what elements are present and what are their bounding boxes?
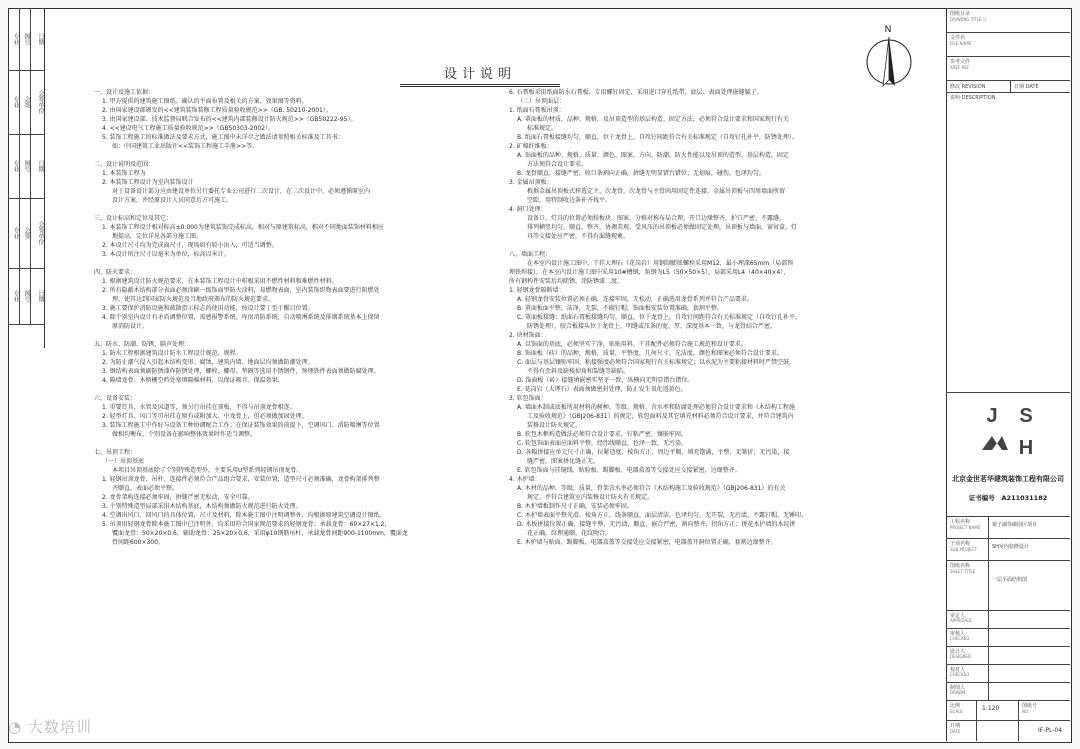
stamp-cell: 会签单位 [37,221,44,245]
spec-line: 1. 重要灯具、水管及风道等，须另行吊挂在顶板，不得与吊顶龙骨相连。 [102,404,296,411]
watermark-icon: ◔ [8,718,23,736]
spec-line: 做相均衡布，个别设备在影响整体效果时作适当调整。 [112,431,257,438]
spec-line: B. 罩面板面平整，洁净，无裂，不碳钉帽，饰面板安装位置准确，套割平整。 [517,305,723,312]
stamp-cell: 专业 [8,198,20,268]
review-en: DESIGNED [950,654,972,659]
revision-label: 修改 REVISION [950,84,986,90]
spec-line: 二、设计说明及范围： [94,161,155,168]
spec-line: 3. 由国家建设部、技术监督局联合发布的<<建筑内部装修设计防火规范>>（GB50222-95）。 [102,116,357,123]
spec-line: A. 轻钢龙骨安装位置必须正确，连接牢固，无松动，正确选用龙骨系列并符合产品要求。 [517,296,753,303]
watermark-logo [8,716,92,737]
spec-column-right [509,88,864,547]
spec-line: D. 各幅拼接应单元尺寸正确，拉紧适度，棱角方正，周边平顺，填充饱满，平整，无皱折，无污染，接 [517,449,790,456]
stamp-row [8,134,44,199]
spec-line: 2. 为防止潮气侵入引起木结构变形、腐蚀，建筑内墙、地面层均须做防潮处理。 [102,359,314,366]
scale-label: 比例 [950,703,961,709]
spec-line: （二）吊顶面层： [517,98,566,105]
spec-line: 在本室内设计施工图中，干挂大理石（花岗岩）用钢制膨胀螺栓采用M12，最小埋深65mm（局部预 [527,260,794,267]
spec-line: 装修设计防火规定。 [527,422,582,429]
review-en: APPROVED [950,618,972,623]
spec-line: 2. 块材饰面： [509,332,547,339]
spec-line: 设备口、灯具的位置必须按板块、图案、分格对称布局合理，开口边缘整齐，护口严密，不露缝， [527,215,786,222]
drawing-title-label: 图纸目录 [950,11,971,17]
stamp-row [8,198,44,269]
spec-line: 4. 空调出风口，回风口的具体位置，尺寸及材料，除本施工图中注明调整外，均根据原建筑空调设计图纸。 [102,512,386,519]
review-row [946,682,1070,701]
stamp-row [8,8,44,71]
svg-text:J: J [986,405,998,427]
file-name-en: FILE NAME [950,41,972,46]
sheet-title-row [946,560,1070,611]
spec-line: 地提高，定位详见各部分施工图。 [112,233,203,240]
page-title: 设计说明 [400,63,560,87]
review-row [946,664,1070,683]
spec-line: 3. 钢结构表面须刷防锈漆作防锈处理，螺栓、螺母、垫圈等选用不锈钢件，预埋铁件表面须做防腐处理。 [102,368,380,375]
spec-line: 八、墙面工程： [509,251,552,258]
spec-line: 4. 隔墙龙骨、木格栅空档处塞填隔棉材料，以保证吸音、保温效果。 [102,377,284,384]
spec-line: 所有钢构件安装后均除锈，涂防锈漆二度。 [509,278,624,285]
spec-line: 2. 龙骨架构连接必须牢固，拼缝严密无松动，安全可靠。 [102,494,254,501]
sheet-title-value: 一层平面结构图 [992,577,1028,583]
spec-line: 骨间距600×300。 [112,539,164,546]
spec-line: 具等交接处应严密，不得有漏缝现象。 [527,233,630,240]
stamp-cell: 日期 [37,160,44,172]
spec-line: B. 木护墙板制作尺寸正确，安装必须牢固。 [517,503,633,510]
spec-line: 1. 轻钢吊顶龙骨，吊杆、连接件必须符合产品组合要求，安装位置，造型尺寸必须准确，龙骨构架排列整 [102,476,380,483]
drawing-title-en: DRAWING TITLE 号 [950,17,987,22]
watermark-text: 大数培训 [27,718,92,736]
sheet-no-en: NO. [1022,709,1030,714]
spec-line: 2. 本设计尺寸均为完成面尺寸，现场如有较小出入，可适当调整。 [102,242,278,249]
svg-text:S: S [1019,405,1033,427]
spec-line: A. 罩面板的材质、品种、规格、及吊顶造型的基层构造、固定方法，必须符合设计要求和国家现行有关 [517,116,789,123]
spec-line: 四、防火要求： [94,269,137,276]
sheet-title-en: SHEET TITLE [950,569,976,574]
project-value: 栗子湖等碳园区项目 [992,522,1038,528]
reference-en: XREF REF [950,65,970,70]
stamp-cell: 会签 [19,70,31,134]
stamp-cell: 专业 [8,268,20,324]
spec-line: C. 软包饰面表面应面料平整，经纬线顺直，色泽一致，无污染。 [517,440,688,447]
spec-line: 六、设备安装： [94,395,137,402]
spec-line: A. 以饰面的基底，必须坚实干净，贴贴用料，干挂配件必须符合施工规范和设计要求。 [517,341,747,348]
spec-line: A. 饰面板的品种、规格、质量、颜色、图案、方向、防潮、防火性能以及吊顶的造型、基层构造，固定 [517,152,789,159]
spec-line: 3. 本设计所注尺寸以毫米为单位，标高以米计。 [102,251,230,258]
spec-line: 不得有歪斜及缺棱掉角和裂缝等缺陷。 [527,368,630,375]
spec-line: E. 花岗岩（大理石）表面须做密封处理，防止发生氧化返黄色。 [517,386,687,393]
stamp-cell: 日期 [37,33,44,45]
spec-line: A. 墙面木制或底板所用材料的树种、等级、规格、含水率和防腐处理必须符合设计要求和《木结构工程施 [517,404,795,411]
review-label: 审定人 [950,613,966,619]
spec-line: B. 龙骨顺直，接缝严密，收口条割向正确，拼缝无明显错台错位；无划痕，碰伤，色泽均匀。 [517,170,765,177]
review-label: 设计人 [950,649,966,655]
drawing-title-row [946,8,1070,33]
title-block [946,8,1070,741]
review-label: 制图人 [950,685,966,691]
review-row [946,628,1070,647]
north-label: N [884,24,892,34]
spec-line: 3. 金属吊顶板： [509,179,553,186]
review-row [946,610,1070,629]
spec-line: 5. 装饰工程施工的标准做法及要求方式，施工图中未详尽之做法请参照相关标准及工具书： [102,134,344,141]
spec-line: A. 木材的品种，等级，质量，骨架含水率必须符合《木结构施工及验收规范》（GBJ206-831）的有关 [517,485,786,492]
spec-line: 4. 木护墙： [509,476,541,483]
subproject-value: SH室内装修设计 [992,544,1029,550]
spec-line: 1. 轻钢龙骨隔断墙： [509,287,565,294]
spec-line: 1. 根据建筑设计防火规范要求，在本装饰工程设计中积极采用不燃性材料和难燃性材料。 [102,278,338,285]
spec-line: 设计方案，并经原设计人员同意后方可施工。 [112,197,233,204]
spec-line: 标准规定。 [527,125,558,132]
spec-line: C. 面层与基层镶贴牢固，粘接强度必须符合国家现行有关标准规定；以水泥为主要粘接材料时严禁空鼓， [517,359,796,366]
spec-line: 1. 防水工程根据建筑设计防水工程设计规范、规程。 [102,350,242,357]
spec-line: E. 木护墙与贴面、踢脚板、电器盒盖等交接处应交接紧密，电器盖开洞位置正确，套割边缘整齐。 [517,539,777,546]
date2-en: DATE [950,729,961,734]
spec-line: 3. 装饰工程施工中作好与设备工种协调配合工作；在保证装饰效果的前提下，空调风口、消防喷淋等位置 [102,422,380,429]
spec-line: B. 软包木框构造做法必须符合设计要求，钉粘严密，镶嵌牢固。 [517,431,687,438]
subproject-en: SUB PROJECT [950,547,977,552]
file-name-row [946,32,1070,57]
spec-line: 空隙，用特制收边条补齐找平。 [527,197,612,204]
spec-line: 2. 本装饰工程设计为室内装饰设计 [102,179,194,186]
spec-line: 覆面龙骨：50×20×0.6，辅助龙骨：25×20×0.6，采用φ10钢筋吊杆，承载龙骨间距900-1100mm，覆面龙 [112,530,408,537]
spec-line: 3. 个别特殊造型局部采用木结构基底，木结构须做防火规范进行防火处理。 [102,503,302,510]
project-row [946,516,1070,539]
spec-line: 七、吊顶工程： [94,449,137,456]
spec-line: 如：中国建筑工业出版社<<装饰工程施工手册>>等。 [112,143,259,150]
project-en: PROJECT NAME [950,525,981,530]
spec-line: 6. 石膏板采用纸面防水石膏板，专用螺钉固定，采用进口穿孔纸带，底层、表面处理嵌缝腻子。 [509,89,763,96]
spec-line: 2. 由国家建设部颁发的<<建筑装饰装修工程质量验收规范>>（GB. 50210-2001）。 [102,107,332,114]
spec-line: 3. 软包饰面： [509,395,547,402]
spec-line: 5. 吊顶用轻钢龙骨除本施工图中已注明外，均采用符合国家规范要求的轻钢龙骨；承载龙骨：60×27×1.2， [102,521,391,528]
stamp-cell: 专业 [8,70,20,134]
stamp-cell: 图号 [19,134,31,198]
project-label: 工程名称 [950,519,971,525]
spec-line: 4. 洞口处理： [509,206,547,213]
review-en: CHECKED [950,672,970,677]
review-en: CHECKED [950,636,970,641]
svg-text:H: H [1018,437,1034,459]
date2-label: 日期 [950,723,961,729]
sheet-no-label: 图纸号 [1022,703,1038,709]
spec-line: 原消防设计。 [112,323,149,330]
spec-line: 缝严密，图案拼化缝正无。 [527,458,600,465]
spec-line: 本项目吊顶基底除了个别特殊造型外，主要采用U型系列轻钢吊顶龙骨。 [112,467,303,474]
date-row [946,720,1070,741]
stamp-cell: 会签单位 [37,90,44,114]
stamp-cell: 专业 [8,134,20,198]
reference-row [946,56,1070,81]
review-label: 审核人 [950,631,966,637]
review-label: 校对人 [950,667,966,673]
scale-en: SCALE [950,709,963,714]
sheet-title-label: 图纸名称 [950,563,971,569]
date-label: 日期 DATE [1014,84,1039,90]
spec-line: B. 纸面石膏板接缝均匀，顺直，位于龙骨上，自攻钉间距符合有关标准规定（自攻钉孔补平，防锈处理）。 [517,134,798,141]
scale-row [946,700,1070,721]
reference-label: 参考文件 [950,59,971,65]
stamp-cell: 会签 [19,198,31,268]
spec-line: 五、防水、防潮、防锈、隔声处理： [94,341,191,348]
stamp-cell: 图号 [19,268,31,324]
subproject-label: 子项名称 [950,541,971,547]
spec-line: C. 罩面板接缝：纸面石膏板接缝均匀，顺直，位于龙骨上，自攻钉间距符合有关标准规定（自攻钉孔补平， [517,314,802,321]
spec-line: 规定，并符合建筑室内装修设计防火有关规定。 [527,494,654,501]
stamp-row [8,70,44,135]
review-en: DRAWN [950,690,966,695]
stamp-cell: 日期 [37,290,44,302]
spec-line: 方法须符合设计要求。 [527,161,588,168]
spec-line: 4. 除个别室内设计有矛盾调整位置，需感报警系统、库房消防系统、自动喷淋系统及排烟系统基本上保留 [102,314,380,321]
spec-line: C. 木护墙表面平整光滑，棱角方正，线条顺直，面层清洁，色泽均匀，无开裂，无污渍，不露钉帽，无锤印。 [517,512,808,519]
drawing-number: IF-PL-04 [1038,727,1063,734]
spec-line: E. 软包饰面与挂镜线、贴脸板、踢脚板、电器盒盖等交接处应交接紧密，边缘整齐。 [517,467,741,474]
spec-line: 花正确，纹理通顺，花纹吻合。 [527,530,612,537]
spec-column-left [94,88,474,547]
spec-line: 1. 本装饰工程设计相对标高±0.000为建筑装饰完成标高，相对与原建筑标高，相对不同地面装饰材料相应 [102,224,384,231]
certificate-label: 证书编号 [968,494,995,502]
description-label: 说明 DESCRIPTION [950,95,996,101]
left-stamp-column [8,8,45,348]
spec-line: 1. 纸面石膏板吊顶： [509,107,565,114]
company-name: 北京金世茗华建筑装饰工程有限公司 [952,475,1064,483]
spec-line: 根据金属吊顶板式样选定主、次龙骨，次龙骨与主骨间用固定件连接，金属吊顶板与四周墙面所留 [527,188,786,195]
spec-line: 工及验收规范》（GBJ206-831）的规定，软包面料及其它填充材料必须符合设计要求，并符合建筑内 [527,413,794,420]
spec-line: 埋铁焊接），在本室内设计施工图中采用10#槽钢，角钢为L5（50×50×5），局部采用L4（40×40×4）， [509,269,790,276]
subproject-row [946,538,1070,561]
certificate-number [948,493,1068,502]
spec-line: D. 饰面板（砖）接缝填嵌密实坚平一致，纵横向无明显错台错位。 [517,377,694,384]
spec-line: 1. 甲方提供的建筑施工图纸、确认的平面布置及相关的方案、效果图等资料。 [102,98,308,105]
spec-line: 防锈处理），胶合板接头位于龙骨上，明缝或压条的宽，厚、深度基本一致，与龙骨结合严密。 [527,323,777,330]
spec-line: D. 木板拼接位置正确，接缝平整，无污渍，顺直，嵌合严密，割向整齐，拐角方正；拼花木护墙的木纹拼 [517,521,796,528]
spec-line: 3. 施工要保护消防设施和疏散指示标志的使用功能，按设计要丁至于醒目位置。 [102,305,314,312]
north-arrow-icon [866,24,912,88]
spec-line: （一）吊顶基底 [102,458,145,465]
spec-line: 1. 本装饰工程为 [102,170,146,177]
spec-line: 理，使其达到国家防火规范及当地政府颁布的防火规范要求。 [112,296,275,303]
spec-line: 2. 所有隐蔽木结构部分表面必须涂刷一级饰面型防火涂料，易燃物表面，室内装饰织物表面要进行阻燃处 [102,287,380,294]
stamp-row [8,268,44,325]
spec-line: 2. 矿棉纤维板： [509,143,553,150]
scale-value: 1:120 [982,705,1000,712]
spec-line: 齐顺直，表面必须平整。 [112,485,179,492]
spec-line: 2. 轻型灯具、风口等可吊挂在原有或附加大、中龙骨上，但必须做加固处理。 [102,413,308,420]
spec-line: B. 饰面板（砖）的品种，规格，质量，平整度，几何尺寸，光洁度，颜色和图案必须符合设计要求。 [517,350,783,357]
review-row [946,646,1070,665]
spec-line: 对于设备设计部分应由建设单位另行委托专业公司进行二次设计，在二次设计中，必须遵循原室内 [112,188,371,195]
description-row [946,92,1070,393]
spec-line: 三、设计标高和定位及其它： [94,215,173,222]
stamp-cell: 图号 [19,8,31,70]
stamp-cell: 专业 [8,8,20,70]
spec-line: 排列横竖均匀，顺直，整齐，协调美观。受风压的吊顶板必须做固定处理，吊顶板与墙面，窗帘盒，灯 [527,224,798,231]
certificate-value: A211031182 [1001,494,1048,502]
file-name-label: 文件名 [950,35,966,41]
company-logo-icon [978,400,1042,460]
spec-line: 4. <<建设电气工程施工质量验收规范>>（GB50303-2002）。 [102,125,275,132]
spec-line: 一、设计及施工依据： [94,89,155,96]
